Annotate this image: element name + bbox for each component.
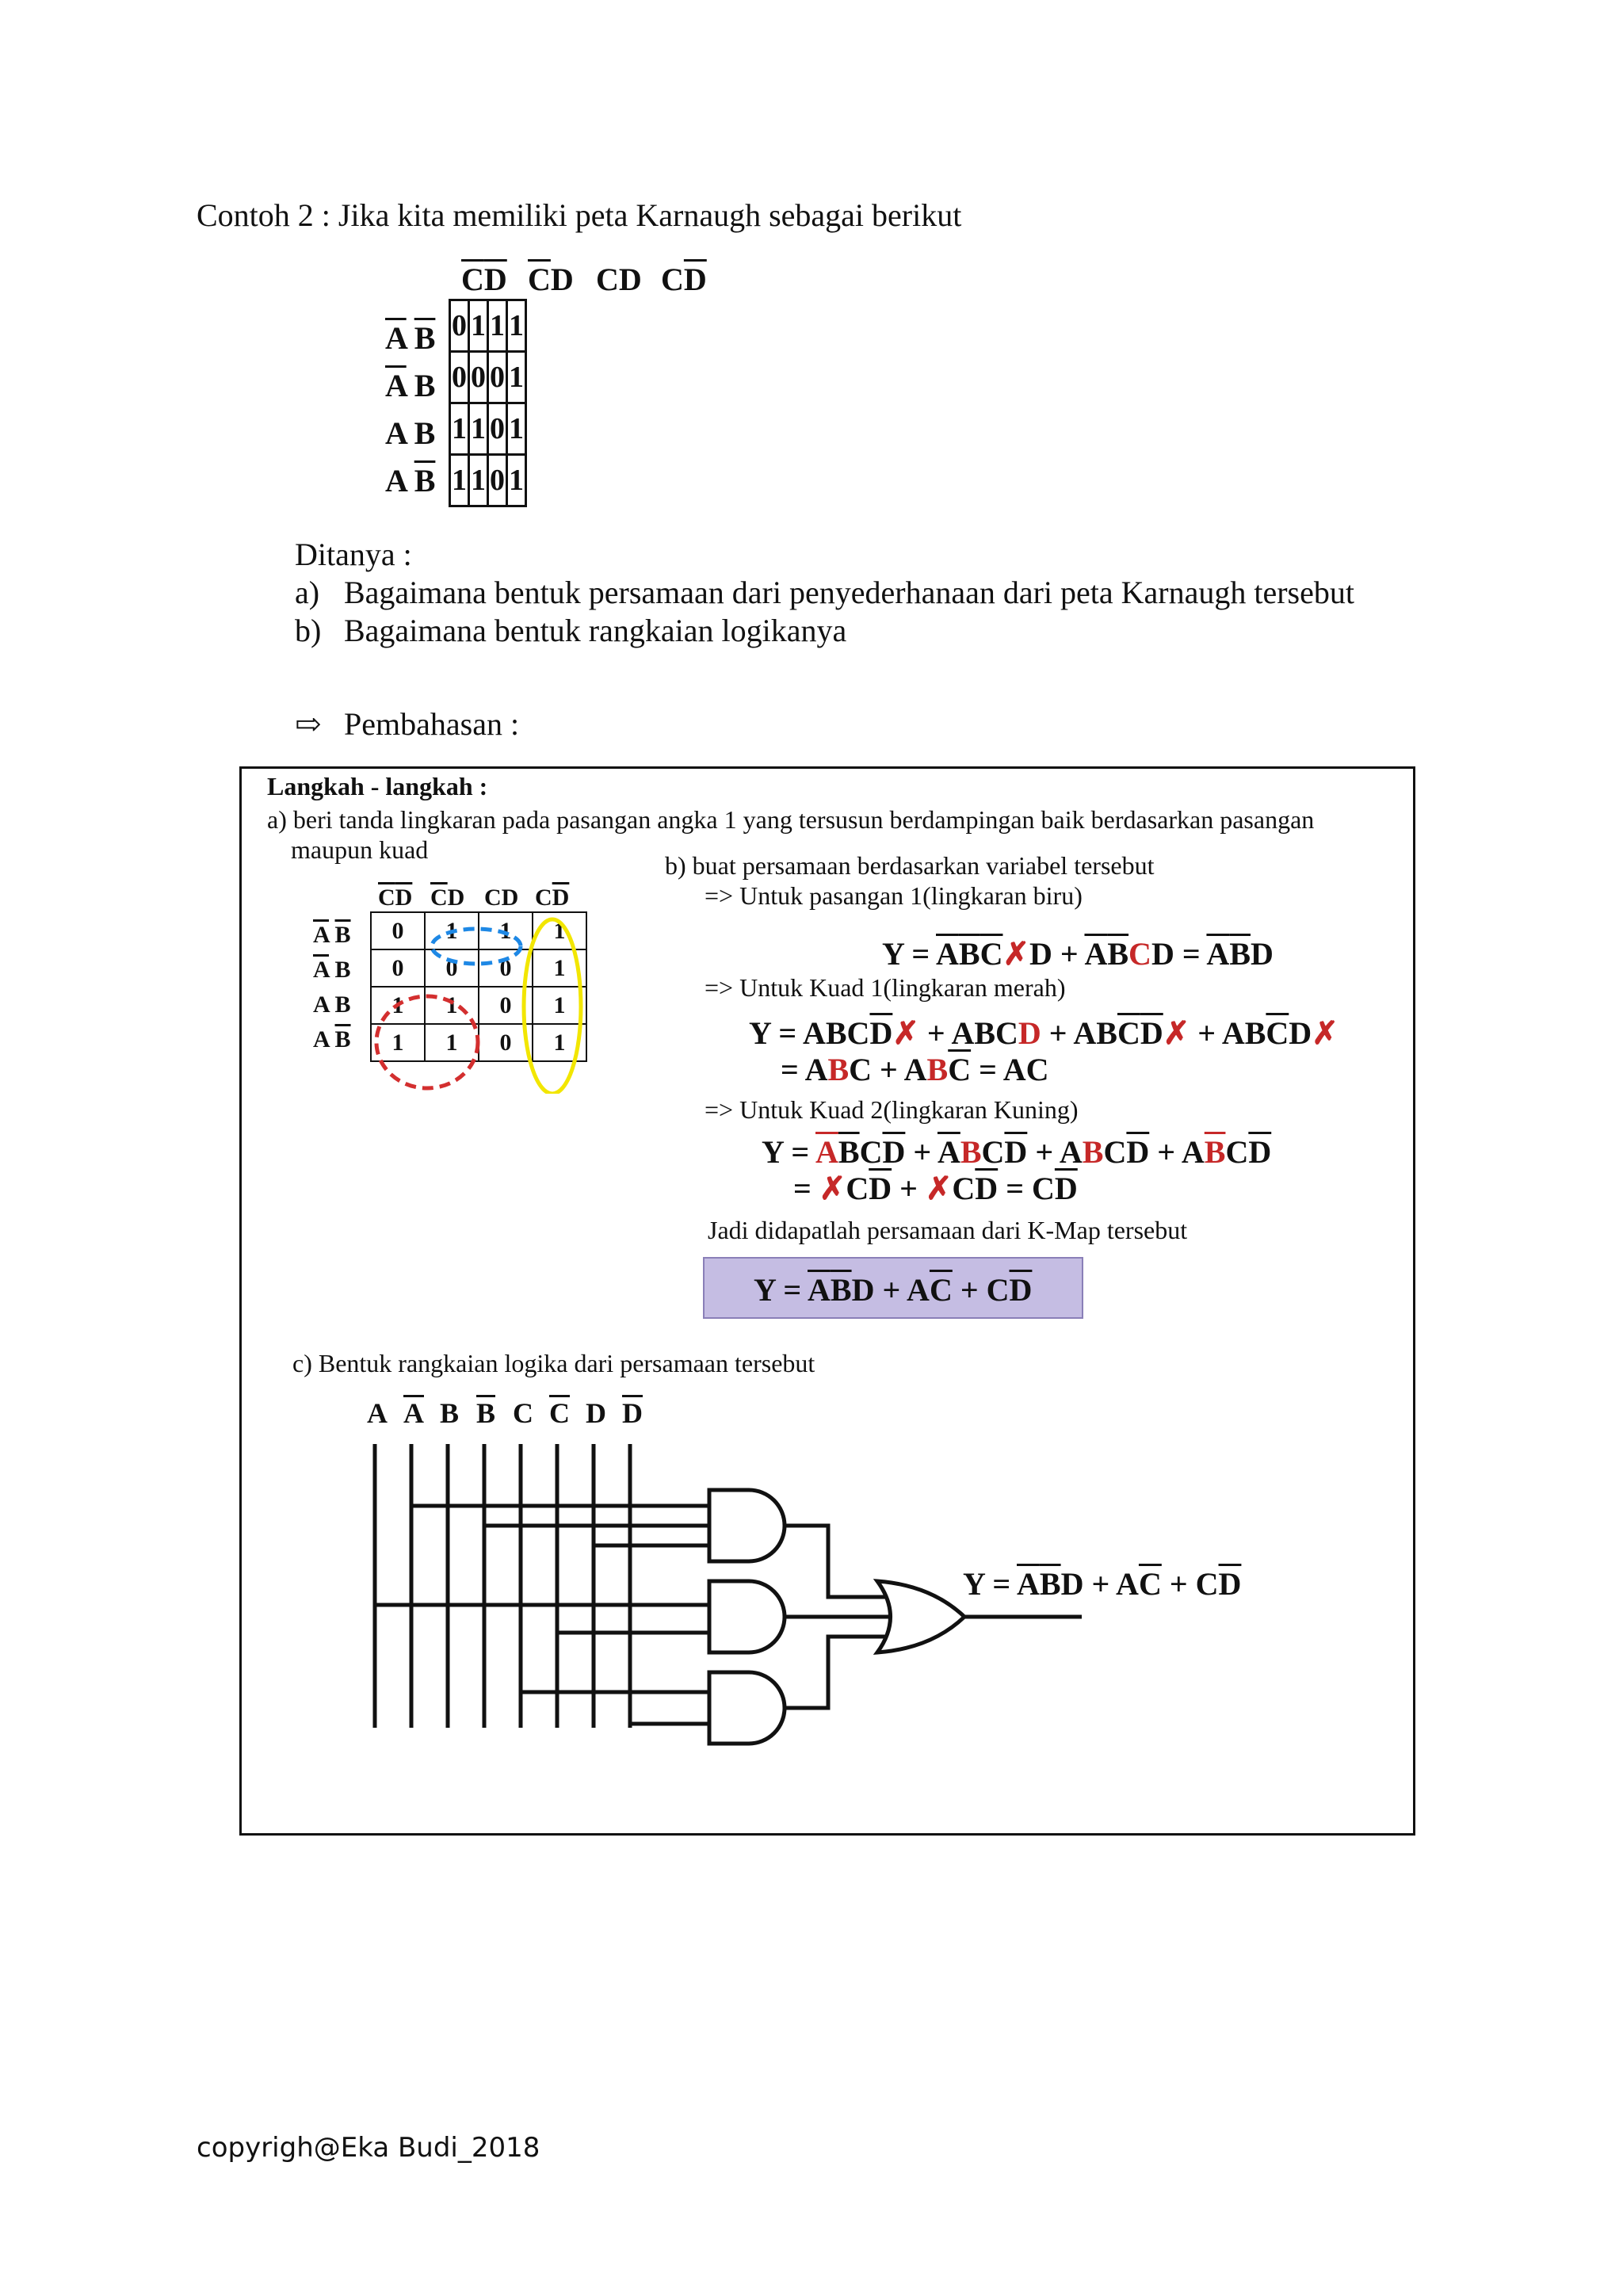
input-label: $\overline{D}$ — [622, 1397, 643, 1429]
input-label: B — [440, 1397, 460, 1429]
row-header: $\overline{A}$ $\overline{B}$ — [385, 320, 436, 356]
col-header: CD — [484, 884, 519, 911]
kmap-cell: 1 — [425, 912, 479, 949]
question-b-label: b) — [295, 613, 322, 648]
row-header: A B — [385, 415, 436, 451]
kmap-cell: 0 — [425, 949, 479, 987]
quad1-label: => Untuk Kuad 1(lingkaran merah) — [705, 973, 1066, 1002]
kmap-cell: 0 — [488, 403, 507, 455]
row-header: $\overline{A}$ B — [313, 957, 351, 983]
kmap-cell: 1 — [450, 455, 469, 506]
circuit-output-equation: $Y = \overline{A}\overline{B}D + A\overline{C} + C\overline{D}$ — [963, 1566, 1242, 1602]
kmap-cell: 0 — [488, 455, 507, 506]
question-a-label: a) — [295, 575, 320, 610]
footer-copyright: copyrigh@Eka Budi_2018 — [197, 2132, 540, 2164]
kmap-cell: 0 — [450, 352, 469, 403]
kmap-cell: 0 — [469, 352, 488, 403]
question-title: Ditanya : — [295, 537, 412, 572]
arrow-icon: ⇨ — [295, 706, 322, 742]
input-label: $\overline{A}$ — [403, 1397, 424, 1429]
yellow-circle — [524, 919, 581, 1094]
and-gate — [709, 1581, 785, 1652]
kmap-cell: 1 — [425, 1024, 479, 1061]
kmap-cell: 0 — [479, 949, 533, 987]
result-equation: $Y = \overline{A}\overline{B}D + A\overline{C} + C\overline{D}$ — [754, 1272, 1033, 1308]
red-circle — [376, 996, 478, 1088]
kmap-cell: 0 — [450, 300, 469, 352]
kmap-grid-top — [449, 299, 527, 507]
solution-box — [239, 766, 1415, 1836]
kmap-cell: 1 — [469, 403, 488, 455]
col-header: $\overline{C}D$ — [528, 262, 574, 297]
kmap-cell: 1 — [533, 1024, 586, 1061]
kmap-cell: 1 — [533, 912, 586, 949]
intro-text: Contoh 2 : Jika kita memiliki peta Karnaugh sebagai berikut — [197, 197, 962, 233]
col-header: $C\overline{D}$ — [535, 884, 570, 911]
kmap-cell: 0 — [479, 987, 533, 1024]
kmap-cell: 1 — [507, 455, 526, 506]
kmap-cell: 1 — [507, 403, 526, 455]
kmap-cell: 0 — [371, 912, 425, 949]
kmap-cell: 1 — [507, 300, 526, 352]
quad1-equation-line1: $Y = ABC\overline{D}✗$ + ABCD + $AB\overline{C}\overline{D}✗$ + $AB\overline{C}D✗$ — [749, 1015, 1338, 1051]
conclusion-text: Jadi didapatlah persamaan dari K-Map tersebut — [708, 1216, 1188, 1244]
col-header: $\overline{C}D$ — [430, 884, 465, 911]
step-a-line2: maupun kuad — [291, 835, 429, 864]
input-label: D — [586, 1397, 606, 1429]
col-header: $C\overline{D}$ — [661, 262, 707, 297]
col-header: $\overline{C}\overline{D}$ — [461, 262, 507, 297]
pembahasan-label: Pembahasan : — [344, 706, 520, 742]
and-gate — [709, 1672, 785, 1744]
question-b-text: Bagaimana bentuk rangkaian logikanya — [344, 613, 847, 648]
input-label: C — [513, 1397, 533, 1429]
kmap-cell: 1 — [371, 987, 425, 1024]
quad2-equation-line2: = $✗C\overline{D}$ + $✗C\overline{D} = C\overline{D}$ — [793, 1171, 1078, 1206]
col-header: CD — [596, 262, 642, 297]
kmap-cell: 1 — [469, 455, 488, 506]
kmap-cell: 0 — [371, 949, 425, 987]
kmap-cell: 1 — [533, 949, 586, 987]
quad2-equation-line1: $Y = \overline{A}\overline{B}C\overline{D} + \overline{A}BC\overline{D} + ABC\overline{D} + A\overline{B}C\overline{D}$ — [762, 1134, 1272, 1170]
input-label: $\overline{B}$ — [476, 1397, 496, 1429]
grouping-circles — [308, 880, 657, 1094]
kmap-cell: 1 — [479, 912, 533, 949]
row-header: $\overline{A}$ $\overline{B}$ — [313, 922, 351, 948]
pair1-label: => Untuk pasangan 1(lingkaran biru) — [705, 881, 1083, 910]
kmap-cell: 0 — [479, 1024, 533, 1061]
question-a-text: Bagaimana bentuk persamaan dari penyederhanaan dari peta Karnaugh tersebut — [344, 575, 1354, 610]
kmap-cell: 1 — [450, 403, 469, 455]
steps-heading: Langkah - langkah : — [267, 772, 488, 800]
kmap-cell: 1 — [425, 987, 479, 1024]
quad1-equation-line2: = ABC + $AB\overline{C}$ = AC — [781, 1052, 1049, 1087]
karnaugh-map-circled — [308, 880, 657, 1094]
circuit-input-labels — [242, 1396, 643, 1436]
kmap-cell: 1 — [533, 987, 586, 1024]
kmap-cell: 1 — [469, 300, 488, 352]
input-label: A — [367, 1397, 388, 1429]
row-header: A B — [313, 991, 351, 1018]
quad2-label: => Untuk Kuad 2(lingkaran Kuning) — [705, 1095, 1079, 1124]
kmap-cell: 0 — [488, 352, 507, 403]
and-gate — [709, 1490, 785, 1561]
col-header: $\overline{C}\overline{D}$ — [378, 884, 413, 911]
step-a-line1: a) beri tanda lingkaran pada pasangan angka 1 yang tersusun berdampingan baik berdasarkan pasangan — [267, 805, 1315, 834]
input-label: $\overline{C}$ — [549, 1397, 570, 1429]
pair1-equation: $Y = \overline{A}\overline{B}\overline{C}✗D + \overline{A}\overline{B}CD = \overline{A}\overline{B}D$ — [882, 936, 1274, 972]
row-header: A $\overline{B}$ — [385, 463, 436, 499]
kmap-cell: 1 — [488, 300, 507, 352]
kmap-cell: 1 — [371, 1024, 425, 1061]
step-c: c) Bentuk rangkaian logika dari persamaan tersebut — [292, 1349, 815, 1377]
kmap-cell: 1 — [507, 352, 526, 403]
row-header: A $\overline{B}$ — [313, 1026, 351, 1052]
step-b: b) buat persamaan berdasarkan variabel tersebut — [665, 851, 1155, 880]
row-header: $\overline{A}$ B — [385, 368, 436, 403]
blue-circle — [432, 929, 521, 964]
result-box — [703, 1257, 1083, 1319]
